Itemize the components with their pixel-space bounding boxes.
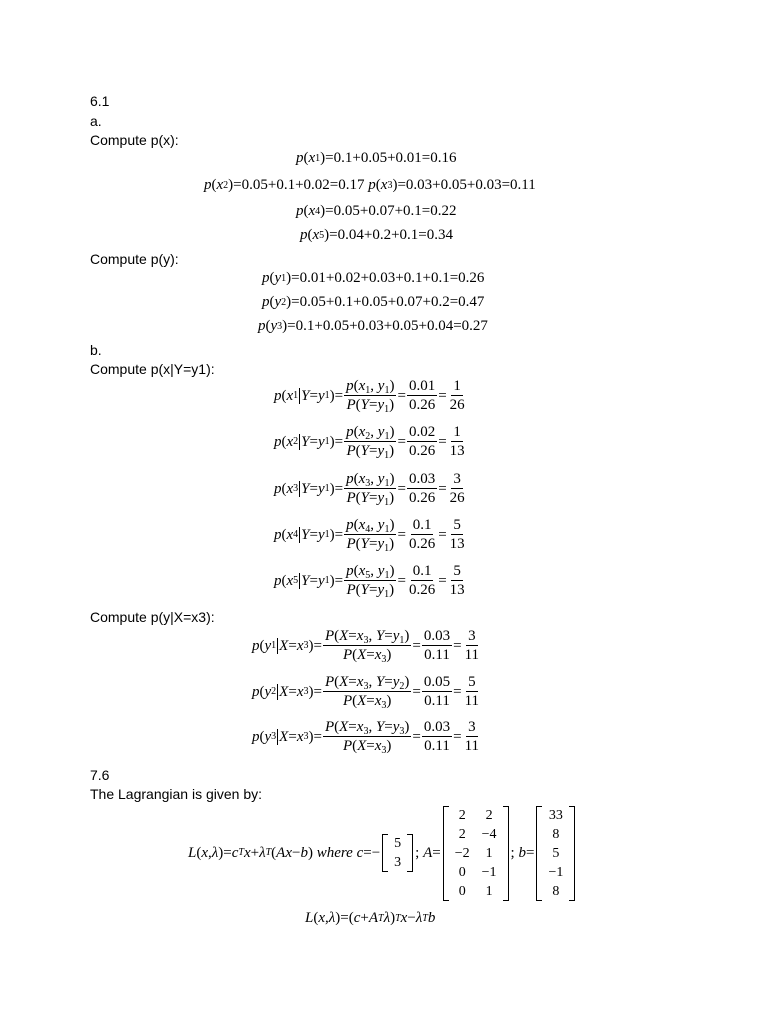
part-a-label: a. xyxy=(90,113,102,129)
b-vector xyxy=(536,806,575,901)
cond-y1-rnum: 3 xyxy=(468,628,476,644)
eq-cond-y1: p ( y 1 X = x 3 )= $\frac{P(X=x_3, Y=y_1)}{P(X=x_3)}$ = $\frac{0.03}{0.11}$ = $\frac{3}{11}$ xyxy=(252,628,480,665)
a-entry: −4 xyxy=(481,826,497,842)
eq-px3-value: =0.03+0.05+0.03=0.11 xyxy=(397,177,536,193)
where-word: where xyxy=(316,844,353,861)
cond-x1-rden: 26 xyxy=(449,397,465,413)
lagrangian-intro: The Lagrangian is given by: xyxy=(90,786,262,802)
section-number-7-6: 7.6 xyxy=(90,767,110,783)
eq-px1-value: =0.1+0.05+0.01=0.16 xyxy=(325,150,457,166)
cond-x2-rnum: 1 xyxy=(453,424,461,440)
eq-cond-x3: p ( x 3 Y = y 1 )= $\frac{p(x_3, y_1)}{P(Y=y_1)}$ = $\frac{0.03}{0.26}$ = $\frac{3}{26}$ xyxy=(274,471,465,508)
cond-x5-rden: 13 xyxy=(449,582,465,598)
eq-py1: p ( y 1 ) =0.01+0.02+0.03+0.1+0.1=0.26 xyxy=(262,270,485,286)
eq-px2-px3: p ( x 2 ) =0.05+0.1+0.02=0.17 p ( x 3 ) =0.03+0.05+0.03=0.11 xyxy=(204,177,536,193)
eq-py2: p ( y 2 ) =0.05+0.1+0.05+0.07+0.2=0.47 xyxy=(262,294,485,310)
a-entry: 2 xyxy=(485,807,493,823)
cond-x5-rnum: 5 xyxy=(453,563,461,579)
cond-x1-den: 0.26 xyxy=(408,397,436,413)
eq-lagrangian-rewritten: L ( x , λ )=( c + A T λ ) T x − λ T b xyxy=(305,910,436,926)
compute-pyx3-heading: Compute p(y|X=x3): xyxy=(90,609,215,625)
compute-pxy1-heading: Compute p(x|Y=y1): xyxy=(90,361,215,377)
cond-x1-rnum: 1 xyxy=(453,378,461,394)
cond-x1-num: 0.01 xyxy=(408,378,436,394)
eq-px5: p ( x 5 ) =0.04+0.2+0.1=0.34 xyxy=(300,227,454,243)
a-entry: 1 xyxy=(485,883,493,899)
a-entry: −1 xyxy=(481,864,497,880)
eq-py1-value: =0.01+0.02+0.03+0.1+0.1=0.26 xyxy=(291,270,485,286)
a-entry: −2 xyxy=(454,845,470,861)
cond-y2-rden: 11 xyxy=(464,693,480,709)
a-entry: 2 xyxy=(458,807,466,823)
cond-x4-rden: 13 xyxy=(449,536,465,552)
eq-px1: p ( x 1 ) =0.1+0.05+0.01=0.16 xyxy=(296,150,457,166)
cond-y3-rnum: 3 xyxy=(468,719,476,735)
eq-py2-value: =0.05+0.1+0.05+0.07+0.2=0.47 xyxy=(291,294,485,310)
cond-x5-den: 0.26 xyxy=(408,582,436,598)
cond-x2-den: 0.26 xyxy=(408,443,436,459)
eq-cond-x2: p ( x 2 Y = y 1 )= $\frac{p(x_2, y_1)}{P(Y=y_1)}$ = $\frac{0.02}{0.26}$ = $\frac{1}{13}$ xyxy=(274,424,465,461)
compute-py-heading: Compute p(y): xyxy=(90,251,179,267)
cond-x2-num: 0.02 xyxy=(408,424,436,440)
cond-y2-num: 0.05 xyxy=(423,674,451,690)
cond-y3-rden: 11 xyxy=(464,738,480,754)
cond-x3-num: 0.03 xyxy=(408,471,436,487)
cond-y3-num: 0.03 xyxy=(423,719,451,735)
cond-y3-den: 0.11 xyxy=(424,738,450,754)
c-entry: 5 xyxy=(394,836,402,851)
eq-px2-value: =0.05+0.1+0.02=0.17 xyxy=(233,177,365,193)
cond-y2-rnum: 5 xyxy=(468,674,476,690)
eq-px4: p ( x 4 ) =0.05+0.07+0.1=0.22 xyxy=(296,203,457,219)
cond-x4-den: 0.26 xyxy=(408,536,436,552)
eq-cond-x4: p ( x 4 Y = y 1 )= $\frac{p(x_4, y_1)}{P(Y=y_1)}$ = $\frac{0.1}{0.26}$ = $\frac{5}{13}$ xyxy=(274,517,465,554)
cond-y1-num: 0.03 xyxy=(423,628,451,644)
a-entry: 0 xyxy=(458,883,466,899)
cond-x4-num: 0.1 xyxy=(412,517,432,533)
eq-cond-y3: p ( y 3 X = x 3 )= $\frac{P(X=x_3, Y=y_3)}{P(X=x_3)}$ = $\frac{0.03}{0.11}$ = $\frac{3}{11}$ xyxy=(252,719,480,756)
eq-px5-value: =0.04+0.2+0.1=0.34 xyxy=(329,227,454,243)
cond-x3-rnum: 3 xyxy=(453,471,461,487)
b-entry: 33 xyxy=(548,807,563,823)
eq-py3-value: =0.1+0.05+0.03+0.05+0.04=0.27 xyxy=(287,318,488,334)
c-vector xyxy=(382,834,413,872)
eq-px4-value: =0.05+0.07+0.1=0.22 xyxy=(325,203,457,219)
cond-x3-rden: 26 xyxy=(449,490,465,506)
c-entry: 3 xyxy=(394,855,402,870)
eq-py3: p ( y 3 ) =0.1+0.05+0.03+0.05+0.04=0.27 xyxy=(258,318,488,334)
b-entry: 5 xyxy=(552,845,560,861)
cond-x4-rnum: 5 xyxy=(453,517,461,533)
b-entry: −1 xyxy=(548,864,564,880)
b-entry: 8 xyxy=(552,826,560,842)
compute-px-heading: Compute p(x): xyxy=(90,132,179,148)
b-entry: 8 xyxy=(552,883,560,899)
part-b-label: b. xyxy=(90,342,102,358)
a-matrix xyxy=(443,806,509,901)
a-entry: 0 xyxy=(458,864,466,880)
eq-cond-x5: p ( x 5 Y = y 1 )= $\frac{p(x_5, y_1)}{P(Y=y_1)}$ = $\frac{0.1}{0.26}$ = $\frac{5}{13}$ xyxy=(274,563,465,600)
cond-y2-den: 0.11 xyxy=(424,693,450,709)
eq-cond-y2: p ( y 2 X = x 3 )= $\frac{P(X=x_3, Y=y_2)}{P(X=x_3)}$ = $\frac{0.05}{0.11}$ = $\frac{5}{11}$ xyxy=(252,674,480,711)
a-entry: 1 xyxy=(485,845,493,861)
cond-x5-num: 0.1 xyxy=(412,563,432,579)
section-number-6-1: 6.1 xyxy=(90,93,110,109)
cond-y1-rden: 11 xyxy=(464,647,480,663)
cond-x3-den: 0.26 xyxy=(408,490,436,506)
eq-cond-x1: p ( x 1 Y = y 1 )= $\frac{p(x_1, y_1)}{P(Y=y_1)}$ = $\frac{0.01}{0.26}$ = $\frac{1}{26}$ xyxy=(274,378,465,415)
cond-x2-rden: 13 xyxy=(449,443,465,459)
cond-y1-den: 0.11 xyxy=(424,647,450,663)
a-entry: 2 xyxy=(458,826,466,842)
eq-lagrangian-def: L ( x , λ )= c T x + λ T ( Ax − b ) where c =− 5 3 ; A = 2 2 2 −4 −2 1 0 −1 0 1 ; b = 33 8 5 −1 8 xyxy=(188,803,577,903)
